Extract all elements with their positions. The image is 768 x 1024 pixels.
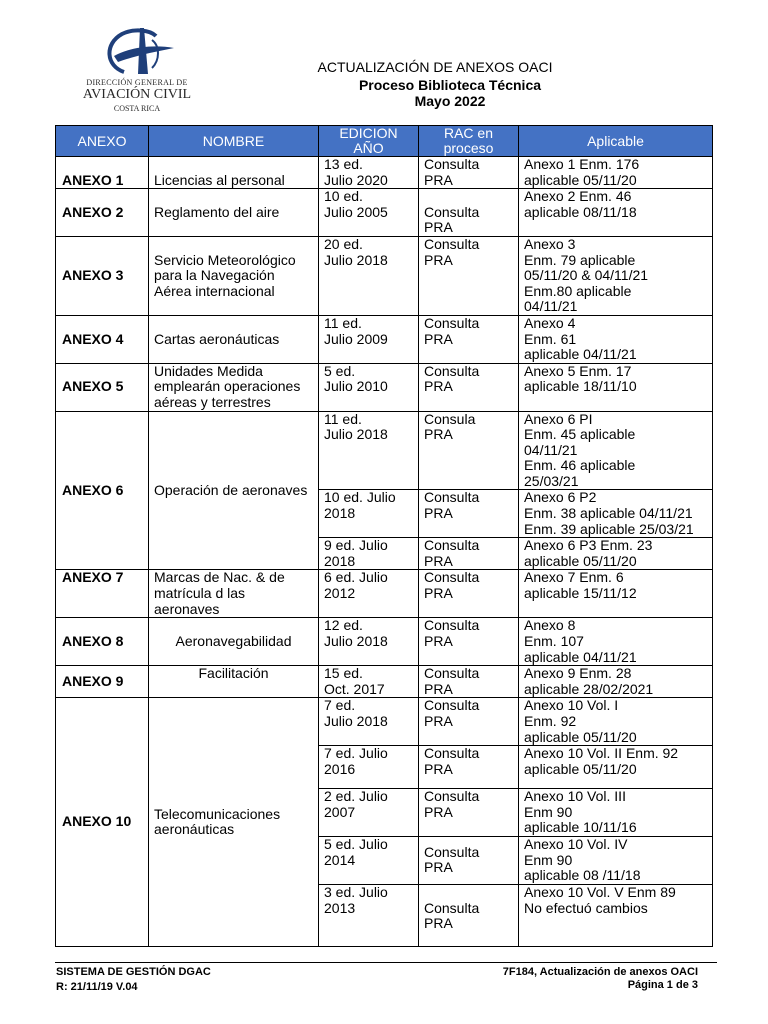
cell-edicion: 9 ed. Julio 2018 (319, 538, 419, 570)
cell-edicion: 5 ed. Julio 2010 (319, 363, 419, 411)
table-row (56, 618, 713, 666)
dgac-logo (72, 26, 202, 118)
footer-system: SISTEMA DE GESTIÓN DGAC (56, 966, 211, 978)
cell-edicion: 11 ed. Julio 2018 (319, 411, 419, 490)
table-row (56, 189, 713, 237)
cell-aplicable: Anexo 6 P3 Enm. 23 aplicable 05/11/20 (519, 538, 713, 570)
cell-aplicable: Anexo 9 Enm. 28 aplicable 28/02/2021 (519, 666, 713, 698)
table-row (56, 666, 713, 698)
cell-aplicable: Anexo 1 Enm. 176 aplicable 05/11/20 (519, 157, 713, 189)
table-row (56, 698, 713, 746)
cell-rac: Consulta PRA (419, 570, 519, 618)
cell-edicion: 12 ed. Julio 2018 (319, 618, 419, 666)
cell-anexo: ANEXO 7 (56, 570, 149, 618)
cell-rac: Consulta PRA (419, 666, 519, 698)
cell-nombre: Marcas de Nac. & de matrícula d las aeronaves (149, 570, 319, 618)
logo-line-1: DIRECCIÓN GENERAL DE (86, 78, 188, 87)
logo-line-2: AVIACIÓN CIVIL (82, 87, 192, 102)
cell-anexo: ANEXO 8 (56, 618, 149, 666)
cell-rac: Consulta PRA (419, 836, 519, 884)
cell-rac: Consulta PRA (419, 363, 519, 411)
cell-aplicable: Anexo 4 Enm. 61 aplicable 04/11/21 (519, 315, 713, 363)
cell-rac: Consulta PRA (419, 698, 519, 746)
cell-aplicable: Anexo 3 Enm. 79 aplicable 05/11/20 & 04/11/21 Enm.80 aplicable 04/11/21 (519, 236, 713, 315)
table-row (56, 315, 713, 363)
col-header-nombre: NOMBRE (149, 126, 319, 157)
cell-rac: Consulta PRA (419, 618, 519, 666)
col-header-aplicable: Aplicable (519, 126, 713, 157)
cell-aplicable: Anexo 8 Enm. 107 aplicable 04/11/21 (519, 618, 713, 666)
cell-aplicable: Anexo 10 Vol. II Enm. 92 aplicable 05/11/20 (519, 746, 713, 789)
cell-anexo: ANEXO 1 (56, 157, 149, 189)
cell-anexo: ANEXO 4 (56, 315, 149, 363)
cell-nombre: Licencias al personal (149, 157, 319, 189)
cell-anexo: ANEXO 3 (56, 236, 149, 315)
cell-nombre: Telecomunicaciones aeronáuticas (149, 698, 319, 947)
cell-edicion: 11 ed. Julio 2009 (319, 315, 419, 363)
cell-nombre: Aeronavegabilidad (149, 618, 319, 666)
cell-nombre: Unidades Medida emplearán operaciones aéreas y terrestres (149, 363, 319, 411)
cell-aplicable: Anexo 10 Vol. V Enm 89 No efectuó cambios (519, 884, 713, 946)
table-header-row (56, 126, 713, 157)
cell-edicion: 3 ed. Julio 2013 (319, 884, 419, 946)
logo-line-3: COSTA RICA (113, 104, 161, 113)
cell-rac: Consulta PRA (419, 189, 519, 237)
cell-rac: Consulta PRA (419, 884, 519, 946)
cell-edicion: 10 ed. Julio 2005 (319, 189, 419, 237)
cell-rac: Consula PRA (419, 411, 519, 490)
document-title: ACTUALIZACIÓN DE ANEXOS OACI (317, 59, 553, 75)
table-row (56, 411, 713, 490)
cell-edicion: 15 ed. Oct. 2017 (319, 666, 419, 698)
cell-aplicable: Anexo 6 P2 Enm. 38 aplicable 04/11/21 Enm. 39 aplicable 25/03/21 (519, 490, 713, 538)
cell-rac: Consulta PRA (419, 490, 519, 538)
cell-anexo: ANEXO 5 (56, 363, 149, 411)
cell-anexo: ANEXO 10 (56, 698, 149, 947)
cell-edicion: 5 ed. Julio 2014 (319, 836, 419, 884)
cell-rac: Consulta PRA (419, 538, 519, 570)
table-row (56, 236, 713, 315)
cell-edicion: 10 ed. Julio 2018 (319, 490, 419, 538)
cell-aplicable: Anexo 10 Vol. IV Enm 90 aplicable 08 /11/18 (519, 836, 713, 884)
col-header-rac: RAC en proceso (419, 126, 519, 157)
cell-anexo: ANEXO 6 (56, 411, 149, 570)
document-subtitle: Proceso Biblioteca Técnica (358, 77, 542, 93)
cell-nombre: Operación de aeronaves (149, 411, 319, 570)
cell-rac: Consulta PRA (419, 315, 519, 363)
cell-aplicable: Anexo 2 Enm. 46 aplicable 08/11/18 (519, 189, 713, 237)
cell-edicion: 13 ed. Julio 2020 (319, 157, 419, 189)
cell-edicion: 7 ed. Julio 2018 (319, 698, 419, 746)
cell-anexo: ANEXO 2 (56, 189, 149, 237)
col-header-anexo: ANEXO (56, 126, 149, 157)
table-row (56, 570, 713, 618)
col-header-edicion: EDICION AÑO (319, 126, 419, 157)
cell-edicion: 7 ed. Julio 2016 (319, 746, 419, 789)
cell-rac: Consulta PRA (419, 236, 519, 315)
cell-nombre: Facilitación (149, 666, 319, 698)
cell-aplicable: Anexo 10 Vol. III Enm 90 aplicable 10/11/16 (519, 789, 713, 837)
cell-rac: Consulta PRA (419, 157, 519, 189)
footer-divider (55, 962, 717, 963)
cell-aplicable: Anexo 7 Enm. 6 aplicable 15/11/12 (519, 570, 713, 618)
cell-edicion: 6 ed. Julio 2012 (319, 570, 419, 618)
footer-document-code: 7F184, Actualización de anexos OACI (502, 966, 698, 978)
cell-rac: Consulta PRA (419, 789, 519, 837)
anexos-table (55, 125, 713, 947)
footer-page-number: Página 1 de 3 (627, 979, 698, 991)
cell-aplicable: Anexo 5 Enm. 17 aplicable 18/11/10 (519, 363, 713, 411)
cell-edicion: 20 ed. Julio 2018 (319, 236, 419, 315)
cell-aplicable: Anexo 10 Vol. I Enm. 92 aplicable 05/11/20 (519, 698, 713, 746)
cell-nombre: Reglamento del aire (149, 189, 319, 237)
cell-nombre: Cartas aeronáuticas (149, 315, 319, 363)
table-row (56, 363, 713, 411)
dgac-emblem-icon (94, 26, 180, 78)
footer-revision: R: 21/11/19 V.04 (56, 981, 138, 993)
cell-rac: Consulta PRA (419, 746, 519, 789)
cell-edicion: 2 ed. Julio 2007 (319, 789, 419, 837)
cell-anexo: ANEXO 9 (56, 666, 149, 698)
table-row (56, 157, 713, 189)
cell-nombre: Servicio Meteorológico para la Navegación Aérea internacional (149, 236, 319, 315)
document-date: Mayo 2022 (414, 93, 486, 109)
cell-aplicable: Anexo 6 PI Enm. 45 aplicable 04/11/21 Enm. 46 aplicable 25/03/21 (519, 411, 713, 490)
